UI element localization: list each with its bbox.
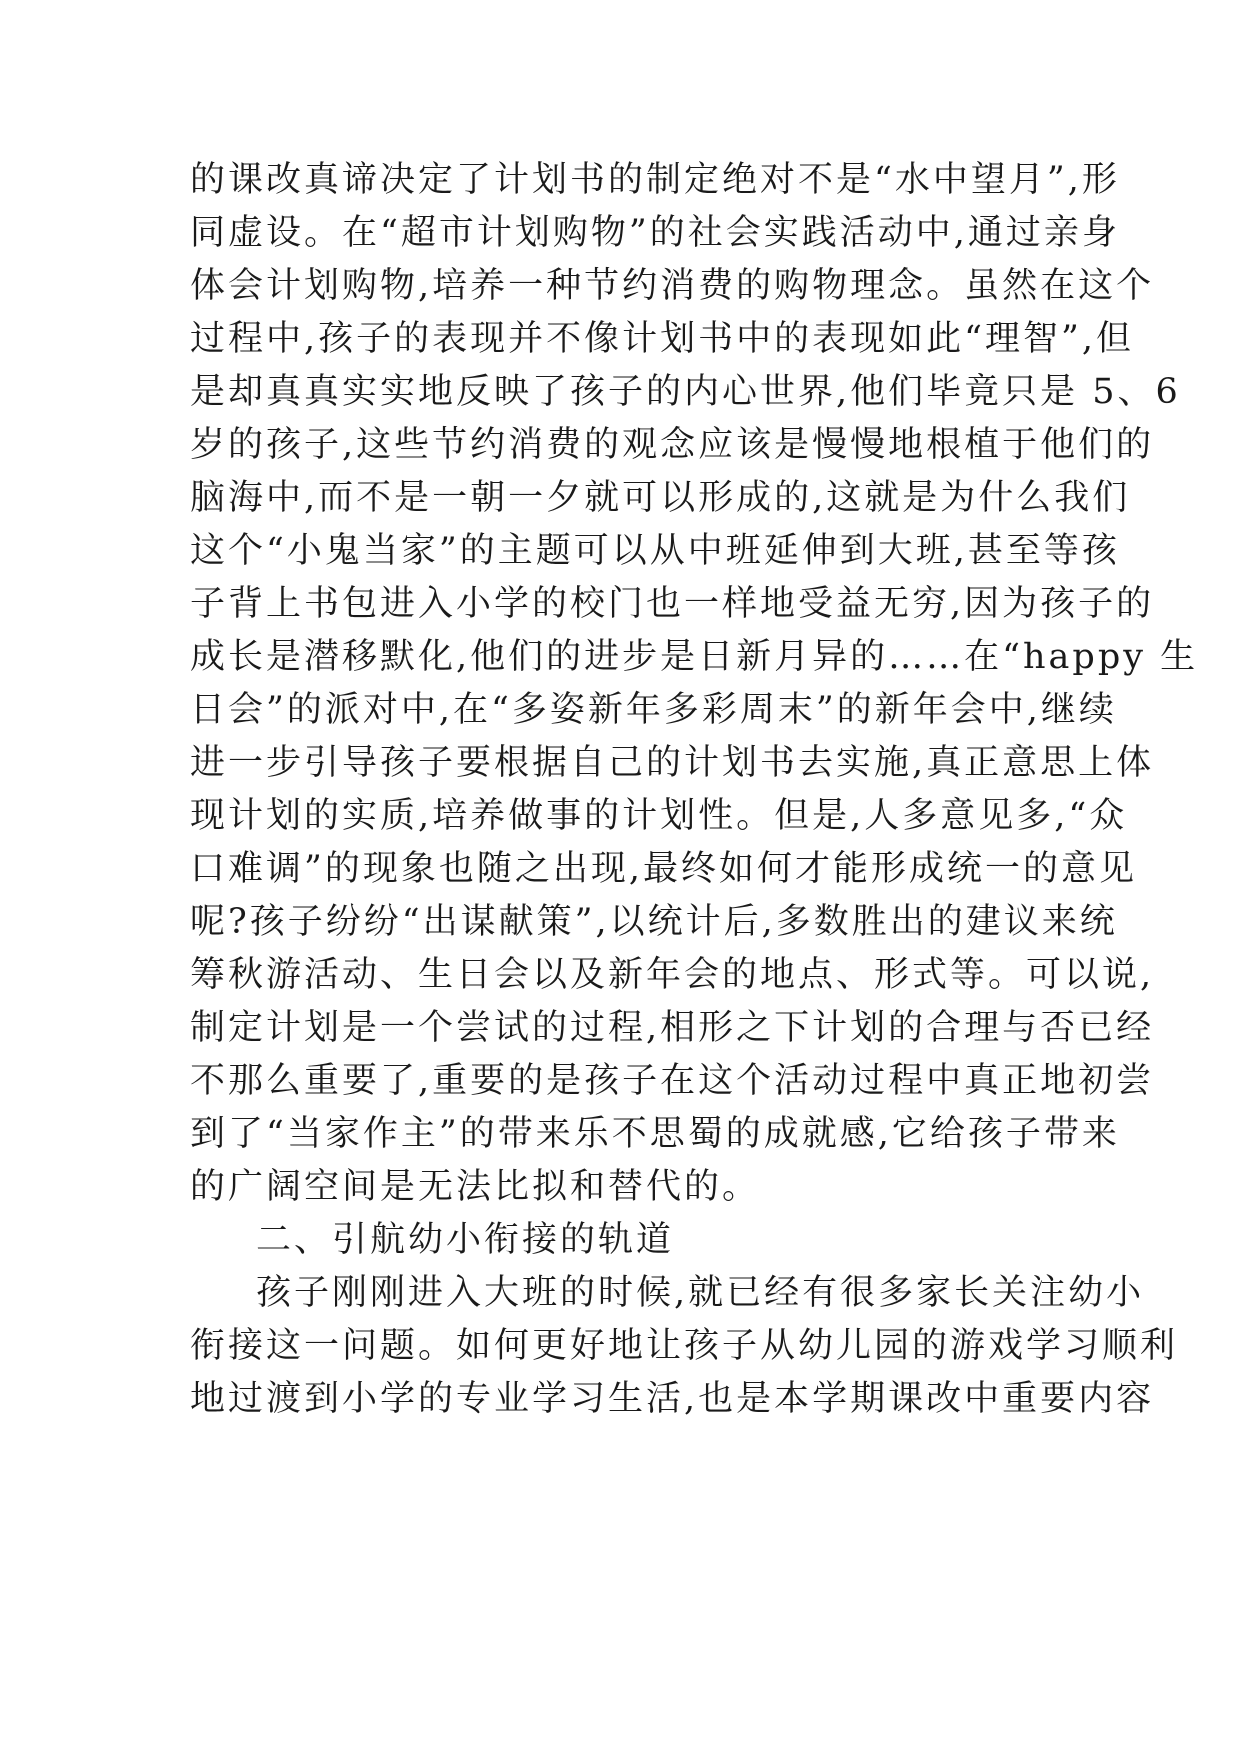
text-line: 同虚设。在“超市计划购物”的社会实践活动中,通过亲身 <box>190 213 1120 253</box>
text-line: 过程中,孩子的表现并不像计划书中的表现如此“理智”,但 <box>190 319 1135 359</box>
text-line: 的广阔空间是无法比拟和替代的。 <box>190 1167 761 1207</box>
text-line: 成长是潜移默化,他们的进步是日新月异的……在“happy 生 <box>190 637 1199 677</box>
text-line: 脑海中,而不是一朝一夕就可以形成的,这就是为什么我们 <box>190 478 1131 518</box>
section-heading: 二、引航幼小衔接的轨道 <box>256 1220 675 1260</box>
text-line: 口难调”的现象也随之出现,最终如何才能形成统一的意见 <box>190 849 1138 889</box>
text-line: 子背上书包进入小学的校门也一样地受益无穷,因为孩子的 <box>190 584 1155 624</box>
text-line: 呢?孩子纷纷“出谋献策”,以统计后,多数胜出的建议来统 <box>190 902 1118 942</box>
text-line: 日会”的派对中,在“多姿新年多彩周末”的新年会中,继续 <box>190 690 1117 730</box>
text-line: 岁的孩子,这些节约消费的观念应该是慢慢地根植于他们的 <box>190 425 1155 465</box>
text-line: 这个“小鬼当家”的主题可以从中班延伸到大班,甚至等孩 <box>190 531 1120 571</box>
text-line: 到了“当家作主”的带来乐不思蜀的成就感,它给孩子带来 <box>190 1114 1120 1154</box>
text-line: 筹秋游活动、生日会以及新年会的地点、形式等。可以说, <box>190 955 1155 995</box>
text-line: 进一步引导孩子要根据自己的计划书去实施,真正意思上体 <box>190 743 1155 783</box>
text-line: 体会计划购物,培养一种节约消费的购物理念。虽然在这个 <box>190 266 1155 306</box>
text-line: 不那么重要了,重要的是孩子在这个活动过程中真正地初尝 <box>190 1061 1155 1101</box>
text-line: 地过渡到小学的专业学习生活,也是本学期课改中重要内容 <box>190 1379 1155 1419</box>
text-line: 制定计划是一个尝试的过程,相形之下计划的合理与否已经 <box>190 1008 1155 1048</box>
text-line: 是却真真实实地反映了孩子的内心世界,他们毕竟只是 5、6 <box>190 372 1181 412</box>
text-line: 现计划的实质,培养做事的计划性。但是,人多意见多,“众 <box>190 796 1128 836</box>
text-line: 衔接这一问题。如何更好地让孩子从幼儿园的游戏学习顺利 <box>190 1326 1179 1366</box>
text-line: 的课改真谛决定了计划书的制定绝对不是“水中望月”,形 <box>190 160 1120 200</box>
text-line: 孩子刚刚进入大班的时候,就已经有很多家长关注幼小 <box>256 1273 1145 1313</box>
